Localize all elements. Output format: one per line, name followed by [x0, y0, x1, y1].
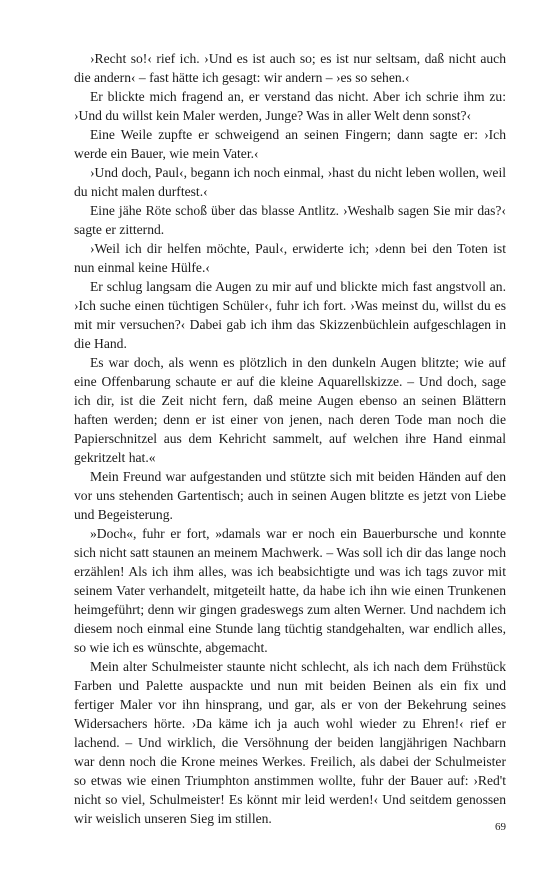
page-number: 69	[495, 821, 506, 833]
body-text	[74, 49, 506, 828]
paragraph: ›Weil ich dir helfen möchte, Paul‹, erwiderte ich; ›denn bei den Toten ist nun einmal keine Hülfe.‹	[74, 241, 506, 275]
paragraph: Er blickte mich fragend an, er verstand das nicht. Aber ich schrie ihm zu: ›Und du willst kein Maler werden, Junge? Was in aller Welt denn sonst?‹	[74, 89, 506, 123]
paragraph: Eine jähe Röte schoß über das blasse Antlitz. ›Weshalb sagen Sie mir das?‹ sagte er zitternd.	[74, 203, 506, 237]
paragraph: Eine Weile zupfte er schweigend an seinen Fingern; dann sagte er: ›Ich werde ein Bauer, wie mein Vater.‹	[74, 127, 506, 161]
paragraph: ›Und doch, Paul‹, begann ich noch einmal, ›hast du nicht leben wollen, weil du nicht malen durftest.‹	[74, 165, 506, 199]
paragraph: Mein alter Schulmeister staunte nicht schlecht, als ich nach dem Frühstück Farben und Palette auspackte und nun mit beiden Beinen als ein fix und fertiger Maler vor ihn hinsprang, und gar, als er von der Bekehrung seines Widersachers hörte. ›Da käme ich ja auch wohl wieder zu Ehren!‹ rief er lachend. – Und wirklich, die Versöhnung der beiden langjährigen Nachbarn war denn noch die Krone meines Werkes. Freilich, als dabei der Schulmeister so etwas wie einen Triumphton anstimmen wollte, fuhr der Bauer auf: ›Red't nicht so viel, Schulmeister! Es könnt mir leid werden!‹ Und seitdem genossen wir weislich unseren Sieg im stillen.	[74, 659, 506, 826]
paragraph: »Doch«, fuhr er fort, »damals war er noch ein Bauerbursche und konnte sich nicht satt staunen an meinem Machwerk. – Was soll ich dir das lange noch erzählen! Als ich ihm alles, was ich beabsichtigte und was ich tags zuvor mit seinem Vater verhandelt, mitgeteilt hatte, da habe ich ihn wie einen Trunkenen heimgeführt; denn wir gingen gradeswegs zum alten Werner. Und nachdem ich diesem noch einmal eine Stunde lang tüchtig standgehalten, war endlich alles, so wie ich es wünschte, abgemacht.	[74, 526, 506, 655]
paragraph: Er schlug langsam die Augen zu mir auf und blickte mich fast angstvoll an. ›Ich suche einen tüchtigen Schüler‹, fuhr ich fort. ›Was meinst du, willst du es mit mir versuchen?‹ Dabei gab ich ihm das Skizzenbüchlein aufgeschlagen in die Hand.	[74, 279, 506, 351]
paragraph: ›Recht so!‹ rief ich. ›Und es ist auch so; es ist nur seltsam, daß nicht auch die andern‹ – fast hätte ich gesagt: wir andern – ›es so sehen.‹	[74, 51, 506, 85]
paragraph: Mein Freund war aufgestanden und stützte sich mit beiden Händen auf den vor uns stehenden Gartentisch; auch in seinen Augen blitzte es jetzt von Liebe und Begeisterung.	[74, 469, 506, 522]
paragraph: Es war doch, als wenn es plötzlich in den dunkeln Augen blitzte; wie auf eine Offenbarung schaute er auf die kleine Aquarellskizze. – Und doch, sage ich dir, ist die Zeit nicht fern, daß meine Augen ebenso an seinen Blättern haften werden; denn er ist einer von jenen, nach deren Tode man noch die Papierschnitzel aus dem Kehricht sammelt, auf welchen ihre Hand einmal gekritzelt hat.«	[74, 355, 506, 465]
